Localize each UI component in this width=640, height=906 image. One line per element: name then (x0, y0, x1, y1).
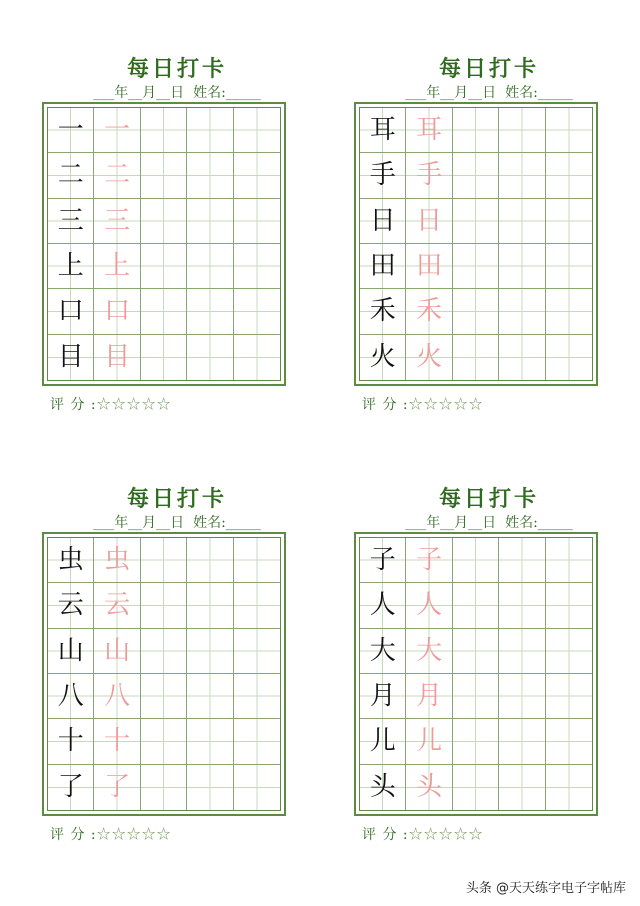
grid-cell (406, 289, 452, 334)
grid-cell (187, 335, 233, 380)
sheet-title: 每日打卡 (438, 56, 539, 82)
grid-cell (141, 199, 187, 244)
grid-cell (141, 108, 187, 153)
grid-cell (94, 674, 140, 719)
grid-cell (360, 674, 406, 719)
grid-cell (499, 765, 545, 810)
trace-character: 口 (104, 296, 131, 327)
trace-character: 目 (104, 342, 131, 373)
model-character: 上 (57, 251, 84, 282)
grid-cell (94, 538, 140, 583)
grid-cell (187, 719, 233, 764)
model-character: 八 (57, 681, 84, 712)
grid-cell (234, 289, 280, 334)
star-rating[interactable]: ☆☆☆☆☆ (96, 397, 172, 413)
grid-cell (234, 199, 280, 244)
grid-cell (94, 199, 140, 244)
practice-grid-frame (42, 102, 286, 386)
trace-character: 云 (104, 590, 131, 621)
trace-character: 三 (104, 205, 131, 236)
grid-cell (360, 583, 406, 628)
grid-cell (234, 335, 280, 380)
practice-grid-frame (354, 102, 598, 386)
grid-cell (453, 244, 499, 289)
grid-cell (187, 765, 233, 810)
grid-cell (546, 629, 592, 674)
grid-cell (453, 719, 499, 764)
grid-cell (94, 289, 140, 334)
grid-cell (546, 244, 592, 289)
grid-cell (453, 765, 499, 810)
score-label: 评 分 : (50, 827, 97, 843)
score-label: 评 分 : (362, 397, 409, 413)
grid-cell (48, 199, 94, 244)
score-row (362, 824, 484, 844)
grid-cell (546, 674, 592, 719)
grid-cell (48, 719, 94, 764)
grid-cell (546, 108, 592, 153)
grid-cell (141, 674, 187, 719)
grid-cell (94, 153, 140, 198)
model-character: 月 (369, 681, 396, 712)
practice-grid (47, 537, 281, 811)
trace-character: 一 (104, 115, 131, 146)
grid-cell (406, 335, 452, 380)
grid-cell (546, 289, 592, 334)
score-row (362, 394, 484, 414)
model-character: 了 (57, 772, 84, 803)
grid-cell (360, 719, 406, 764)
grid-cell (94, 719, 140, 764)
grid-cell (453, 108, 499, 153)
grid-cell (406, 199, 452, 244)
model-character: 目 (57, 342, 84, 373)
grid-cell (141, 765, 187, 810)
sheet-title: 每日打卡 (438, 486, 539, 512)
grid-cell (546, 153, 592, 198)
grid-cell (141, 335, 187, 380)
date-name-line: ___年__月__日 姓名:_____ (405, 85, 573, 101)
practice-grid (47, 107, 281, 381)
model-character: 口 (57, 296, 84, 327)
model-character: 头 (369, 772, 396, 803)
grid-cell (48, 538, 94, 583)
date-name-line: ___年__月__日 姓名:_____ (93, 85, 261, 101)
date-name-line: ___年__月__日 姓名:_____ (93, 515, 261, 531)
grid-cell (360, 629, 406, 674)
practice-grid-frame (354, 532, 598, 816)
model-character: 虫 (57, 545, 84, 576)
grid-cell (546, 583, 592, 628)
score-row (50, 824, 172, 844)
sheet-title: 每日打卡 (126, 486, 227, 512)
grid-cell (453, 153, 499, 198)
star-rating[interactable]: ☆☆☆☆☆ (408, 827, 484, 843)
trace-character: 十 (104, 726, 131, 757)
grid-cell (234, 244, 280, 289)
grid-cell (234, 719, 280, 764)
grid-cell (234, 583, 280, 628)
score-label: 评 分 : (50, 397, 97, 413)
grid-cell (453, 583, 499, 628)
model-character: 禾 (369, 296, 396, 327)
model-character: 二 (57, 160, 84, 191)
grid-cell (141, 153, 187, 198)
grid-cell (546, 719, 592, 764)
grid-cell (141, 244, 187, 289)
model-character: 火 (369, 342, 396, 373)
trace-character: 山 (104, 635, 131, 666)
trace-character: 上 (104, 251, 131, 282)
watermark-footer: 头条 @天天练字电子字帖库 (465, 881, 626, 896)
model-character: 一 (57, 115, 84, 146)
grid-cell (406, 674, 452, 719)
grid-cell (499, 629, 545, 674)
grid-cell (453, 674, 499, 719)
grid-cell (141, 289, 187, 334)
practice-grid (359, 107, 593, 381)
grid-cell (360, 289, 406, 334)
grid-cell (48, 335, 94, 380)
grid-cell (94, 765, 140, 810)
grid-cell (453, 289, 499, 334)
grid-cell (48, 674, 94, 719)
grid-cell (187, 199, 233, 244)
grid-cell (546, 335, 592, 380)
grid-cell (406, 538, 452, 583)
grid-cell (453, 335, 499, 380)
grid-cell (499, 583, 545, 628)
grid-cell (360, 244, 406, 289)
model-character: 田 (369, 251, 396, 282)
grid-cell (499, 674, 545, 719)
model-character: 手 (369, 160, 396, 191)
trace-character: 八 (104, 681, 131, 712)
date-name-line: ___年__月__日 姓名:_____ (405, 515, 573, 531)
grid-cell (499, 538, 545, 583)
trace-character: 头 (416, 772, 443, 803)
grid-cell (499, 289, 545, 334)
grid-cell (234, 108, 280, 153)
grid-cell (187, 674, 233, 719)
grid-cell (499, 153, 545, 198)
star-rating[interactable]: ☆☆☆☆☆ (408, 397, 484, 413)
trace-character: 人 (416, 590, 443, 621)
grid-cell (48, 153, 94, 198)
trace-character: 子 (416, 545, 443, 576)
grid-cell (360, 199, 406, 244)
grid-cell (187, 629, 233, 674)
grid-cell (48, 765, 94, 810)
grid-cell (499, 244, 545, 289)
grid-cell (360, 335, 406, 380)
trace-character: 火 (416, 342, 443, 373)
model-character: 三 (57, 205, 84, 236)
star-rating[interactable]: ☆☆☆☆☆ (96, 827, 172, 843)
model-character: 大 (369, 635, 396, 666)
sheet-title: 每日打卡 (126, 56, 227, 82)
practice-grid-frame (42, 532, 286, 816)
grid-cell (234, 538, 280, 583)
grid-cell (187, 153, 233, 198)
grid-cell (234, 674, 280, 719)
grid-cell (234, 153, 280, 198)
grid-cell (546, 199, 592, 244)
grid-cell (187, 289, 233, 334)
score-label: 评 分 : (362, 827, 409, 843)
grid-cell (187, 538, 233, 583)
trace-character: 田 (416, 251, 443, 282)
grid-cell (187, 108, 233, 153)
grid-cell (546, 538, 592, 583)
grid-cell (360, 108, 406, 153)
grid-cell (94, 583, 140, 628)
grid-cell (453, 629, 499, 674)
grid-cell (406, 108, 452, 153)
grid-cell (48, 583, 94, 628)
trace-character: 手 (416, 160, 443, 191)
model-character: 云 (57, 590, 84, 621)
grid-cell (48, 289, 94, 334)
grid-cell (546, 765, 592, 810)
grid-cell (499, 108, 545, 153)
grid-cell (406, 583, 452, 628)
grid-cell (406, 629, 452, 674)
grid-cell (406, 244, 452, 289)
model-character: 子 (369, 545, 396, 576)
practice-grid (359, 537, 593, 811)
grid-cell (48, 244, 94, 289)
grid-cell (406, 765, 452, 810)
trace-character: 儿 (416, 726, 443, 757)
grid-cell (94, 244, 140, 289)
model-character: 耳 (369, 115, 396, 146)
grid-cell (187, 244, 233, 289)
grid-cell (141, 629, 187, 674)
score-row (50, 394, 172, 414)
grid-cell (141, 538, 187, 583)
model-character: 儿 (369, 726, 396, 757)
trace-character: 二 (104, 160, 131, 191)
model-character: 日 (369, 205, 396, 236)
model-character: 山 (57, 635, 84, 666)
grid-cell (141, 719, 187, 764)
trace-character: 日 (416, 205, 443, 236)
trace-character: 月 (416, 681, 443, 712)
grid-cell (48, 108, 94, 153)
grid-cell (499, 335, 545, 380)
trace-character: 虫 (104, 545, 131, 576)
grid-cell (234, 629, 280, 674)
grid-cell (499, 199, 545, 244)
grid-cell (187, 583, 233, 628)
grid-cell (94, 629, 140, 674)
trace-character: 了 (104, 772, 131, 803)
trace-character: 耳 (416, 115, 443, 146)
grid-cell (234, 765, 280, 810)
grid-cell (360, 538, 406, 583)
model-character: 人 (369, 590, 396, 621)
trace-character: 禾 (416, 296, 443, 327)
grid-cell (94, 335, 140, 380)
grid-cell (453, 538, 499, 583)
grid-cell (406, 719, 452, 764)
grid-cell (499, 719, 545, 764)
grid-cell (48, 629, 94, 674)
trace-character: 大 (416, 635, 443, 666)
model-character: 十 (57, 726, 84, 757)
grid-cell (406, 153, 452, 198)
grid-cell (94, 108, 140, 153)
grid-cell (141, 583, 187, 628)
grid-cell (360, 153, 406, 198)
grid-cell (453, 199, 499, 244)
grid-cell (360, 765, 406, 810)
